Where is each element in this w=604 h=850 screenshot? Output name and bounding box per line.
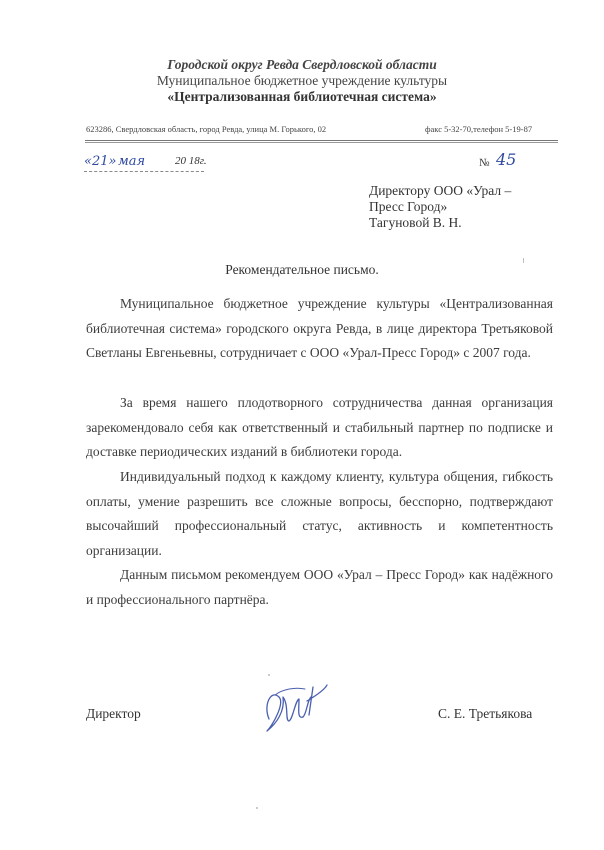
letterhead-phones: факс 5-32-70,телефон 5-19-87: [425, 124, 533, 134]
letterhead-org-type: Муниципальное бюджетное учреждение культуры: [156, 73, 448, 88]
document-number: 45: [496, 150, 517, 169]
letterhead-org-name: «Централизованная библиотечная система»: [167, 89, 437, 104]
body-paragraph: Данным письмом рекомендуем ООО «Урал – Пресс Город» как надёжного и профессионального партнёра.: [86, 567, 553, 607]
date-year: 20 18г.: [175, 155, 207, 167]
date-underline: [84, 171, 204, 172]
scan-speck: [256, 807, 258, 809]
signatory-name: С. Е. Третьякова: [438, 706, 533, 721]
letterhead-divider: [85, 140, 558, 141]
addressee-line-3: Тагуновой В. Н.: [369, 215, 462, 230]
letterhead-divider-thin: [85, 142, 558, 143]
addressee-line-2: Пресс Город»: [369, 199, 448, 214]
body-paragraph: Муниципальное бюджетное учреждение культуры «Централизованная библиотечная система» городского округа Ревда, в лице директора Третьяковой Светланы Евгеньевны, сотрудничает с ООО «Урал-Пресс Город» с 2007 года.: [86, 296, 553, 360]
scan-speck: [523, 258, 524, 263]
addressee-line-1: Директору ООО «Урал –: [369, 183, 512, 198]
letter-title: Рекомендательное письмо.: [225, 262, 379, 277]
handwritten-signature: [255, 675, 335, 735]
date-month: мая: [118, 154, 146, 169]
document-number-sign: №: [479, 157, 490, 169]
letterhead-region: Городской округ Ревда Свердловской области: [167, 57, 437, 72]
body-paragraph: Индивидуальный подход к каждому клиенту, культура общения, гибкость оплаты, умение разрешить все сложные вопросы, бесспорно, подтверждают высочайший профессиональный статус, активность и компетентность организации.: [86, 469, 553, 558]
date-day: «21»: [84, 154, 117, 169]
scan-speck: [268, 674, 270, 676]
letterhead-address: 623286, Свердловская область, город Ревда, улица М. Горького, 02: [86, 124, 327, 134]
body-paragraph: За время нашего плодотворного сотрудничества данная организация зарекомендовало себя как ответственный и стабильный партнер по подписке и доставке периодических изданий в библиотеки города.: [86, 395, 553, 459]
signatory-title: Директор: [86, 706, 141, 721]
